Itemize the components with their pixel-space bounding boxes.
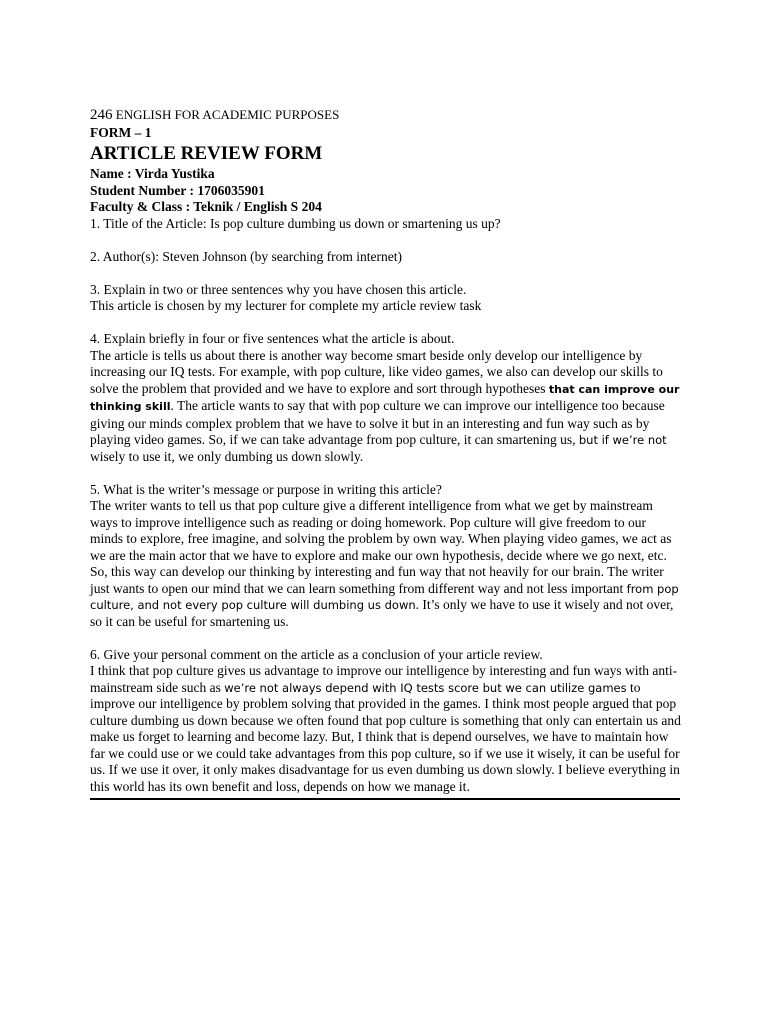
- page-title: ARTICLE REVIEW FORM: [90, 143, 323, 164]
- article-review-page: [90, 106, 682, 800]
- answer-5: The writer wants to tell us that pop culture give a different intelligence from what we get by mainstream ways to improve intelligence such as reading or doing homework. Pop culture will give freedom to our minds to explore, free imagine, and solving the problem by own way. When playing video games, we act as we are the main actor that we have to explore and make our own hypothesis, decide where we go next, etc. So, this way can develop our thinking by interesting and fun way that not heavily for our brain. The writer just wants to open our mind that we can learn something from different way and not less important from pop culture, and not every pop culture will dumbing us down. It’s only we have to use it wisely and not over, so it can be useful for smartening us.: [90, 498, 679, 629]
- answer-4: The article is tells us about there is another way become smart beside only develop our intelligence by increasing our IQ tests. For example, with pop culture, like video games, we also can develop our skills to solve the problem that provided and we have to explore and sort through hypotheses that can improve our thinking skill. The article wants to say that with pop culture we can improve our intelligence too because giving our minds complex problem that we have to solve it but in an interesting and fun way such as by playing video games. So, if we can take advantage from pop culture, it can smartening us, but if we’re not wisely to use it, we only dumbing us down slowly.: [90, 347, 680, 464]
- answer-5-inline-sans: from pop culture, and not every pop culture will dumbing us down: [90, 581, 679, 612]
- answer-6: I think that pop culture gives us advantage to improve our intelligence by interesting and fun ways with anti-mainstream side such as we’re not always depend with IQ tests score but we can utilize games to improve our intelligence by problem solving that provided in the games. I think most people argued that pop culture dumbing us down because we often found that pop culture is something that only can entertain us and make us forget to learning and become lazy. But, I think that is depend ourselves, we have to maintain how far we could use or we could take advantages from this pop culture, so if we use it wisely, it can be useful for us. If we use it over, it only makes disadvantage for us even dumbing us down slowly. I believe everything in this world has its own benefit and loss, depends on how we manage it.: [90, 663, 681, 794]
- course-name: ENGLISH FOR ACADEMIC PURPOSES: [115, 107, 340, 122]
- question-4: 4. Explain briefly in four or five sentences what the article is about.: [90, 331, 455, 346]
- answer-4-highlight: that can improve our thinking skill: [90, 382, 680, 413]
- question-5: 5. What is the writer’s message or purpose in writing this article?: [90, 481, 442, 497]
- student-number: Student Number : 1706035901: [90, 182, 265, 198]
- question-1: 1. Title of the Article: Is pop culture dumbing us down or smartening us up?: [90, 215, 501, 231]
- student-name: Name : Virda Yustika: [90, 166, 215, 181]
- course-header: [90, 106, 682, 124]
- answer-6-inline-sans: we’re not always depend with IQ tests score but we can utilize games: [224, 680, 627, 695]
- question-2: 2. Author(s): Steven Johnson (by searching from internet): [90, 248, 402, 264]
- bottom-divider: [90, 798, 680, 800]
- question-3: 3. Explain in two or three sentences why you have chosen this article.: [90, 281, 467, 297]
- answer-4-inline-sans: but if we’re not: [578, 433, 667, 447]
- answer-3: This article is chosen by my lecturer for complete my article review task: [90, 298, 482, 313]
- form-label: FORM – 1: [90, 125, 152, 140]
- question-6: 6. Give your personal comment on the article as a conclusion of your article review.: [90, 646, 543, 662]
- faculty-class: Faculty & Class : Teknik / English S 204: [90, 199, 322, 214]
- page-number: 246: [90, 107, 113, 123]
